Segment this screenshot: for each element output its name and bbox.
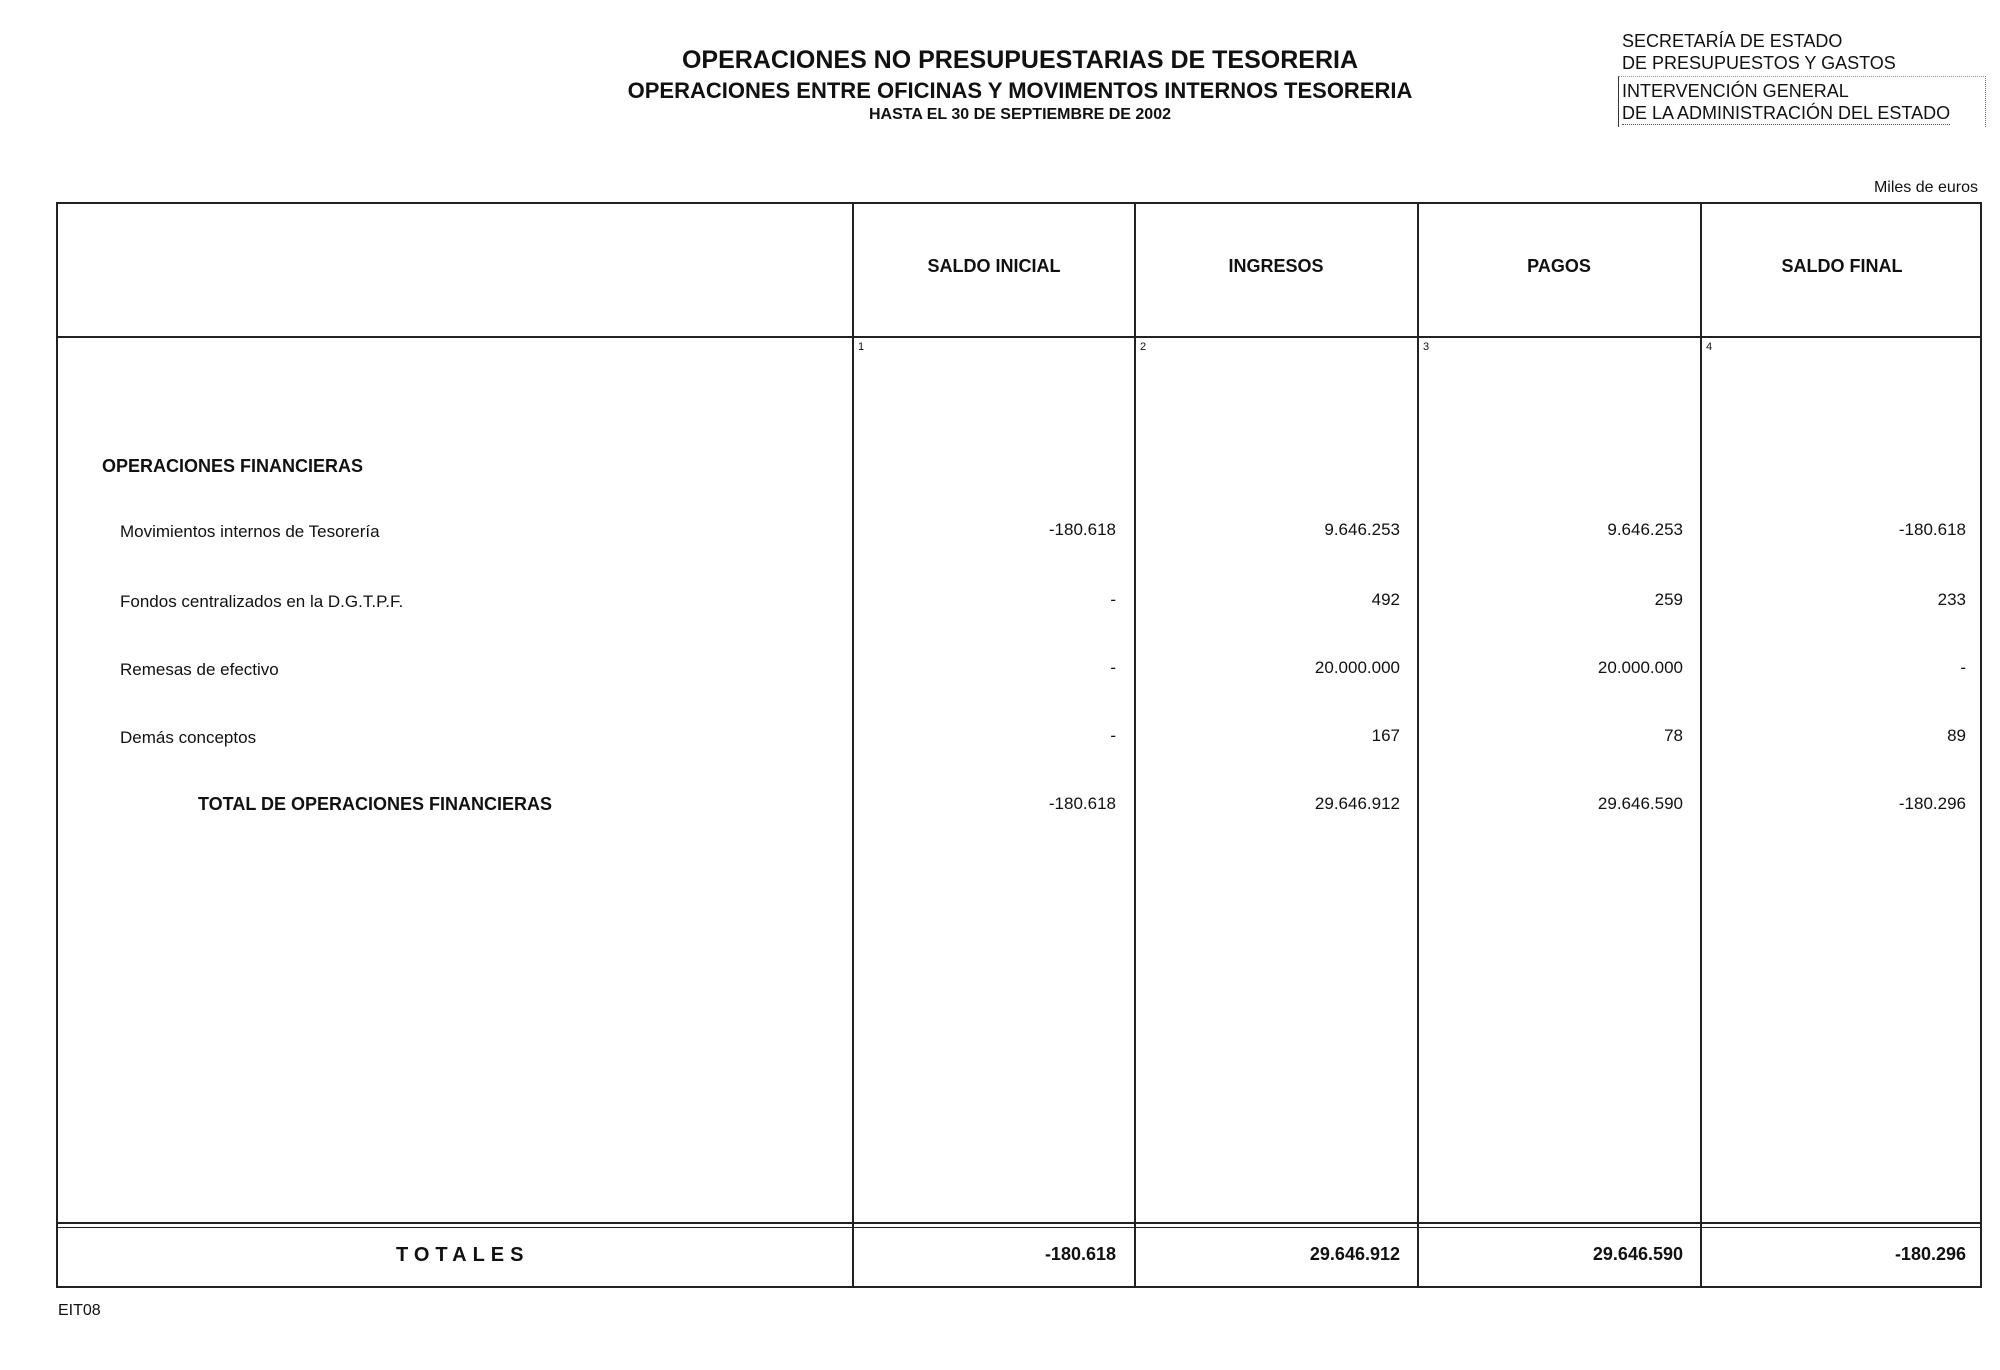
table-cell: 78 xyxy=(1664,726,1683,745)
table-cell: 9.646.253 xyxy=(1324,520,1400,539)
row-label-fondos: Fondos centralizados en la D.G.T.P.F. xyxy=(120,592,404,611)
table-cell: 9.646.253 xyxy=(1607,520,1683,539)
table-cell: -180.618 xyxy=(1048,794,1116,813)
col-header-saldo-inicial: SALDO INICIAL xyxy=(927,256,1061,276)
table-cell: 233 xyxy=(1937,590,1966,609)
totals-label: TOTALES xyxy=(396,1244,530,1266)
header-divider xyxy=(56,336,1982,338)
col-divider-4 xyxy=(1700,202,1702,1288)
totals-cell: -180.296 xyxy=(1894,1244,1966,1264)
table-cell: -180.618 xyxy=(1898,520,1966,539)
org-line-1: SECRETARÍA DE ESTADO xyxy=(1622,31,1843,51)
report-title: OPERACIONES NO PRESUPUESTARIAS DE TESORERIA xyxy=(681,46,1359,74)
col-header-saldo-final: SALDO FINAL xyxy=(1781,256,1903,276)
section-total-label: TOTAL DE OPERACIONES FINANCIERAS xyxy=(198,794,553,814)
section-title: OPERACIONES FINANCIERAS xyxy=(102,456,364,476)
totals-cell: 29.646.912 xyxy=(1309,1244,1400,1264)
report-subtitle: OPERACIONES ENTRE OFICINAS Y MOVIMENTOS INTERNOS TESORERIA xyxy=(627,78,1413,103)
col-divider-1 xyxy=(852,202,854,1288)
org-line-4: DE LA ADMINISTRACIÓN DEL ESTADO xyxy=(1622,103,1951,123)
col-number-2: 2 xyxy=(1140,341,1147,353)
table-cell: 29.646.590 xyxy=(1597,794,1683,813)
table-cell: 20.000.000 xyxy=(1314,658,1400,677)
units-label: Miles de euros xyxy=(1873,179,1978,196)
table-cell: 89 xyxy=(1947,726,1966,745)
col-number-4: 4 xyxy=(1706,341,1713,353)
table-cell: - xyxy=(1110,658,1116,677)
col-header-ingresos: INGRESOS xyxy=(1228,256,1324,276)
totals-divider-top xyxy=(56,1222,1982,1224)
table-cell: 259 xyxy=(1654,590,1683,609)
table-cell: 167 xyxy=(1371,726,1400,745)
table-cell: -180.296 xyxy=(1898,794,1966,813)
col-number-3: 3 xyxy=(1423,341,1430,353)
table-cell: 29.646.912 xyxy=(1314,794,1400,813)
table-cell: - xyxy=(1110,726,1116,745)
table-cell: -180.618 xyxy=(1048,520,1116,539)
form-code: EIT08 xyxy=(58,1302,101,1319)
row-label-movimientos: Movimientos internos de Tesorería xyxy=(120,522,380,541)
row-label-remesas: Remesas de efectivo xyxy=(120,660,279,679)
col-divider-2 xyxy=(1134,202,1136,1288)
col-number-1: 1 xyxy=(858,341,865,353)
table-cell: - xyxy=(1110,590,1116,609)
table-cell: - xyxy=(1960,658,1966,677)
totals-cell: 29.646.590 xyxy=(1592,1244,1683,1264)
report-date: HASTA EL 30 DE SEPTIEMBRE DE 2002 xyxy=(868,106,1171,123)
org-line-3: INTERVENCIÓN GENERAL xyxy=(1622,81,1849,101)
table-cell: 492 xyxy=(1371,590,1400,609)
table-cell: 20.000.000 xyxy=(1597,658,1683,677)
totals-divider-double xyxy=(56,1227,1982,1228)
org-line-2: DE PRESUPUESTOS Y GASTOS xyxy=(1622,53,1896,73)
totals-cell: -180.618 xyxy=(1044,1244,1116,1264)
row-label-demas: Demás conceptos xyxy=(120,728,257,747)
col-header-pagos: PAGOS xyxy=(1527,256,1591,276)
col-divider-3 xyxy=(1417,202,1419,1288)
